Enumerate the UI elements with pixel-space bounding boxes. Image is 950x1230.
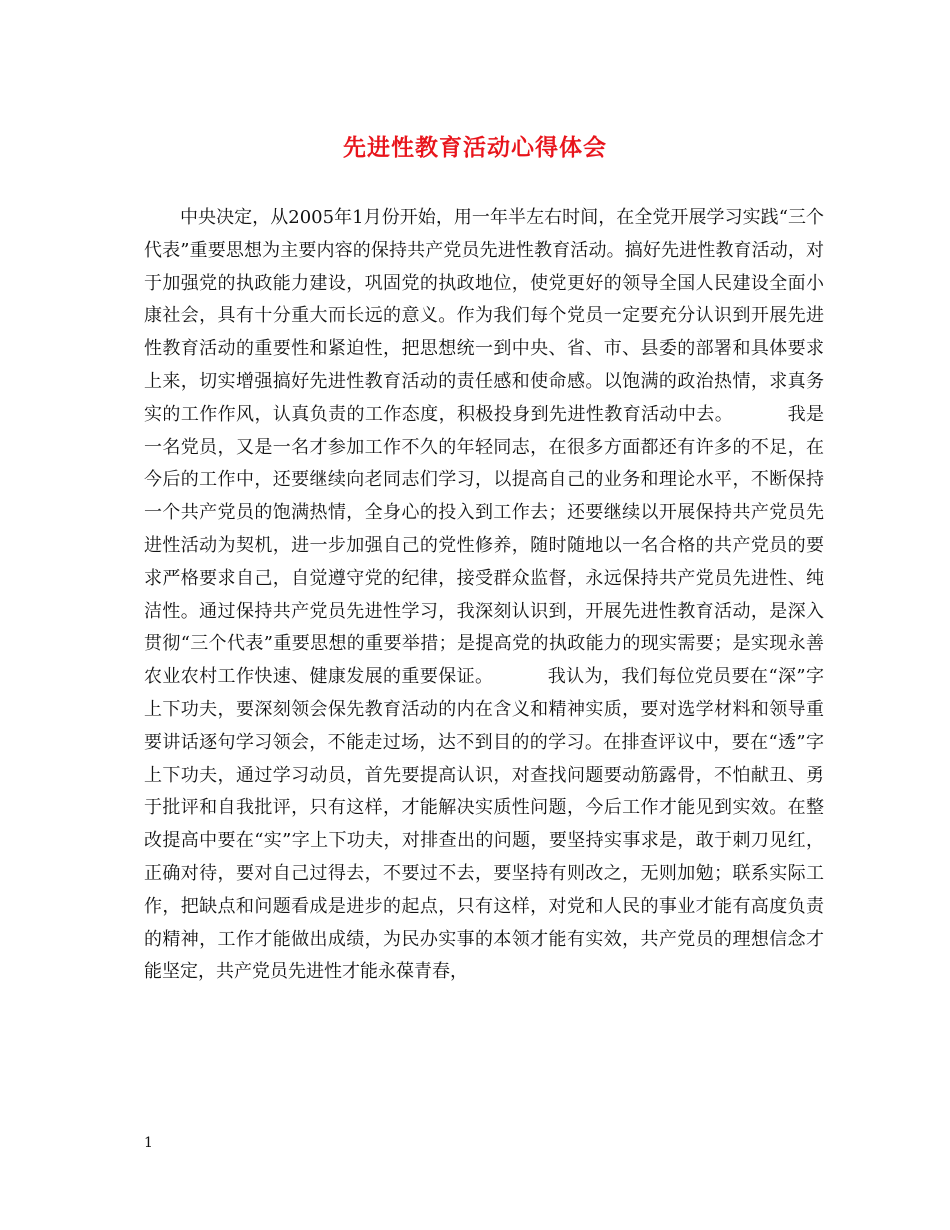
document-title: 先进性教育活动心得体会 [343,134,607,161]
document-body [144,202,824,989]
paragraph-1: 中央决定，从2005年1月份开始，用一年半左右时间，在全党开展学习实践“三个代表”重要思想为主要内容的保持共产党员先进性教育活动。搞好先进性教育活动，对于加强党的执政能力建设，巩固党的执政地位，使党更好的领导全国人民建设全面小康社会，具有十分重大而长远的意义。作为我们每个党员一定要充分认识到开展先进性教育活动的重要性和紧迫性，把思想统一到中央、省、市、县委的部署和具体要求上来，切实增强搞好先进性教育活动的责任感和使命感。以饱满的政治热情，求真务实的工作作风，认真负责的工作态度，积极投身到先进性教育活动中去。 [144,207,824,425]
paragraph-2: 我是一名党员，又是一名才参加工作不久的年轻同志，在很多方面都还有许多的不足，在今后的工作中，还要继续向老同志们学习，以提高自己的业务和理论水平，不断保持一个共产党员的饱满热情，全身心的投入到工作去；还要继续以开展保持共产党员先进性活动为契机，进一步加强自己的党性修养，随时随地以一名合格的共产党员的要求严格要求自己，自觉遵守党的纪律，接受群众监督，永远保持共产党员先进性、纯洁性。通过保持共产党员先进性学习，我深刻认识到，开展先进性教育活动，是深入贯彻“三个代表”重要思想的重要举措；是提高党的执政能力的现实需要；是实现永善农业农村工作快速、健康发展的重要保证。 [144,403,825,688]
paragraph-3: 我认为，我们每位党员要在“深”字上下功夫，要深刻领会保先教育活动的内在含义和精神实质，要对选学材料和领导重要讲话逐句学习领会，不能走过场，达不到目的的学习。在排查评议中，要在“透”字上下功夫，通过学习动员，首先要提高认识，对查找问题要动筋露骨，不怕献丑、勇于批评和自我批评，只有这样，才能解决实质性问题，今后工作才能见到实效。在整改提高中要在“实”字上下功夫，对排查出的问题，要坚持实事求是，敢于刺刀见红，正确对待，要对自己过得去，不要过不去，要坚持有则改之，无则加勉；联系实际工作，把缺点和问题看成是进步的起点，只有这样，对党和人民的事业才能有高度负责的精神，工作才能做出成绩，为民办实事的本领才能有实效，共产党员的理想信念才能坚定，共产党员先进性才能永葆青春， [144,666,825,983]
page-number: 1 [144,1135,153,1151]
